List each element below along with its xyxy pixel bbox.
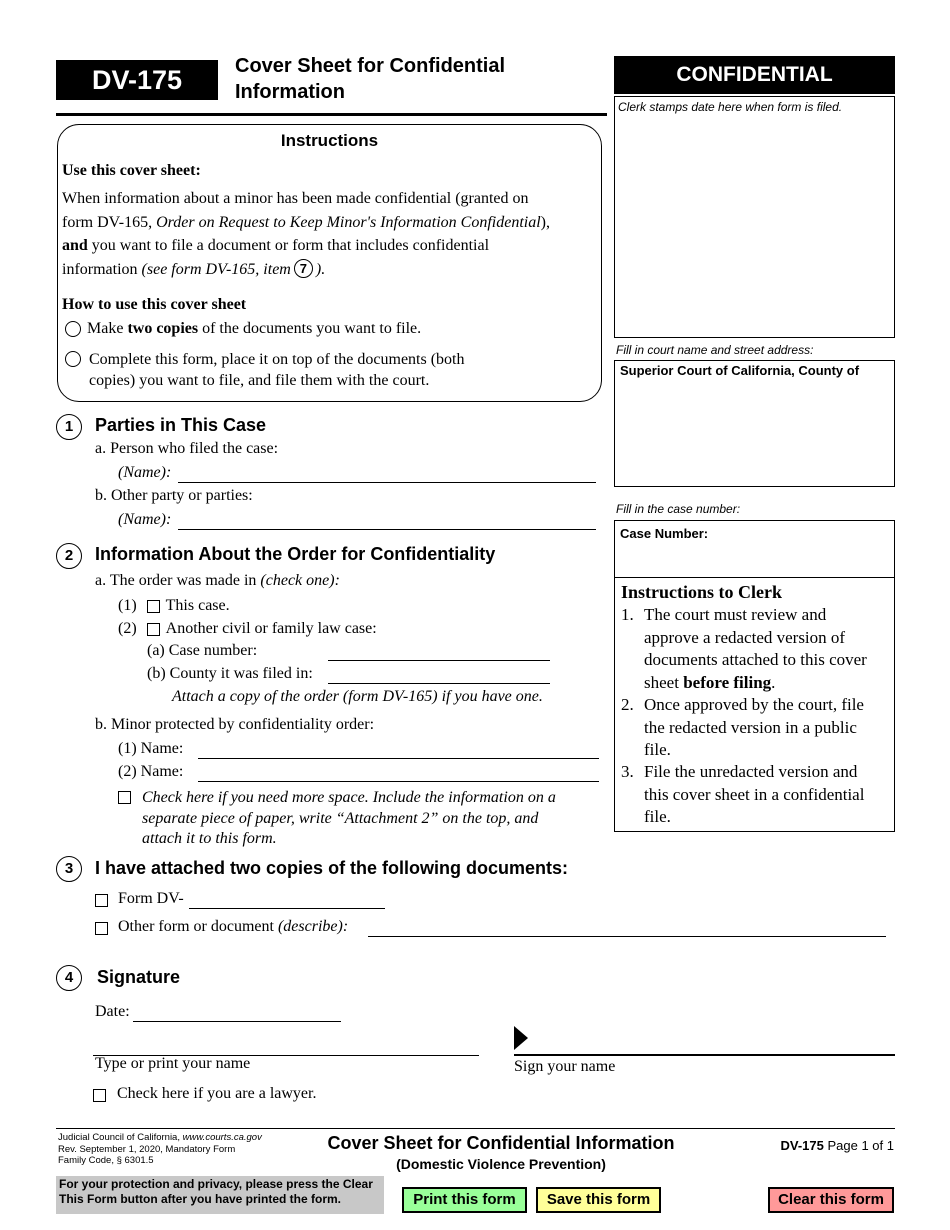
other-case-number-label: (a) Case number: [147, 642, 258, 659]
sign-arrow-icon [514, 1026, 528, 1050]
section-2-title: Information About the Order for Confidentiality [95, 544, 496, 564]
sign-name-label: Sign your name [514, 1058, 616, 1075]
this-case-checkbox[interactable] [147, 600, 160, 613]
print-name-label: Type or print your name [95, 1055, 251, 1072]
footer-rule [56, 1128, 895, 1129]
signature-field[interactable] [514, 1054, 895, 1056]
step-1-circle-icon [65, 321, 81, 337]
footer-rev: Rev. September 1, 2020, Mandatory Form [58, 1143, 236, 1155]
instructions-box [57, 124, 602, 402]
minor-protected-label: b. Minor protected by confidentiality order: [95, 716, 375, 733]
court-label: Fill in court name and street address: [616, 343, 814, 357]
more-space-note: Check here if you need more space. Include the information on a separate piece of paper, write “Attachment 2” on the top, and attach it to this form. [142, 789, 556, 847]
case-number-field-label: Case Number: [620, 526, 709, 541]
minor-name-2-label: (2) Name: [118, 763, 184, 780]
more-space-checkbox[interactable] [118, 791, 131, 804]
lawyer-check-label: Check here if you are a lawyer. [117, 1085, 317, 1102]
confidential-banner: CONFIDENTIAL [614, 56, 895, 94]
section-4-title: Signature [97, 967, 181, 987]
use-heading: Use this cover sheet: [62, 162, 201, 179]
footer-page: DV-175 Page 1 of 1 [780, 1138, 894, 1153]
section-4-number: 4 [56, 965, 82, 991]
instructions-heading: Instructions [280, 131, 379, 150]
other-party-label: b. Other party or parties: [95, 487, 253, 504]
clear-button[interactable]: Clear this form [768, 1187, 894, 1213]
clerk-stamp-note: Clerk stamps date here when form is filed. [618, 100, 843, 114]
section-1-number: 1 [56, 414, 82, 440]
footer-title: Cover Sheet for Confidential Information [327, 1133, 675, 1153]
print-button[interactable]: Print this form [402, 1187, 527, 1213]
minor-name-1-field[interactable] [198, 758, 599, 759]
minor-name-2-field[interactable] [198, 781, 599, 782]
other-party-name-field[interactable] [178, 529, 596, 530]
court-prefill: Superior Court of California, County of [620, 363, 860, 378]
footer-code: Family Code, § 6301.5 [58, 1155, 154, 1166]
header-rule [56, 113, 607, 116]
clerk-stamp-box[interactable] [614, 96, 895, 338]
other-document-field[interactable] [368, 936, 886, 937]
filer-label: a. Person who filed the case: [95, 440, 279, 457]
save-button[interactable]: Save this form [536, 1187, 661, 1213]
order-made-label: a. The order was made in (check one): [95, 572, 340, 589]
clerk-instructions-box: Instructions to Clerk 1. The court must review and approve a redacted version of documents attached to this cover sheet before filing. 2. Once approved by the court, file the redacted version in a public file. 3. File the unredacted version and this cover sheet in a confidential file. [614, 578, 895, 832]
section-3-number: 3 [56, 856, 82, 882]
date-field[interactable] [133, 1021, 341, 1022]
filer-name-field[interactable] [178, 482, 596, 483]
step-2-circle-icon [65, 351, 81, 367]
attach-order-note: Attach a copy of the order (form DV-165) if you have one. [172, 688, 543, 705]
other-county-label: (b) County it was filed in: [147, 665, 313, 682]
court-name-box[interactable] [614, 360, 895, 487]
case-number-box[interactable] [614, 520, 895, 578]
lawyer-checkbox[interactable] [93, 1089, 106, 1102]
how-step-2: Complete this form, place it on top of the documents (both copies) you want to file, and file them with the court. [65, 349, 464, 391]
case-number-label: Fill in the case number: [616, 502, 741, 516]
form-code-box: DV-175 [56, 60, 218, 100]
filer-name-label: (Name): [118, 464, 172, 481]
form-title-line2: Information [235, 81, 345, 103]
minor-name-1-label: (1) Name: [118, 740, 184, 757]
other-county-field[interactable] [328, 683, 550, 684]
how-step-1: Make two copies of the documents you want to file. [65, 320, 421, 338]
other-case-number-field[interactable] [328, 660, 550, 661]
other-document-label: Other form or document (describe): [118, 918, 349, 935]
form-dv-checkbox[interactable] [95, 894, 108, 907]
date-label: Date: [95, 1003, 130, 1020]
footer-subtitle: (Domestic Violence Prevention) [396, 1156, 606, 1172]
clerk-instructions-heading: Instructions to Clerk [621, 582, 782, 602]
form-dv-label: Form DV- [118, 890, 184, 907]
form-title-line1: Cover Sheet for Confidential [235, 55, 506, 77]
option-another-case: (2) Another civil or family law case: [118, 620, 377, 637]
privacy-notice: For your protection and privacy, please press the Clear This Form button after you have printed the form. [56, 1176, 384, 1214]
how-heading: How to use this cover sheet [62, 296, 247, 313]
form-dv-field[interactable] [189, 908, 385, 909]
section-2-number: 2 [56, 543, 82, 569]
footer-council: Judicial Council of California, www.courts.ca.gov [58, 1132, 262, 1143]
form-title [235, 53, 505, 105]
item-7-circle: 7 [294, 259, 313, 278]
another-case-checkbox[interactable] [147, 623, 160, 636]
other-document-checkbox[interactable] [95, 922, 108, 935]
use-paragraph: When information about a minor has been made confidential (granted on form DV-165, Order on Request to Keep Minor's Information Confidential), and you want to file a document or form that includes confidential information (see form DV-165, item 7 ). [62, 190, 550, 278]
section-3-title: I have attached two copies of the following documents: [95, 858, 569, 878]
option-this-case: (1) This case. [118, 597, 230, 614]
section-1-title: Parties in This Case [95, 415, 267, 435]
other-party-name-label: (Name): [118, 511, 172, 528]
